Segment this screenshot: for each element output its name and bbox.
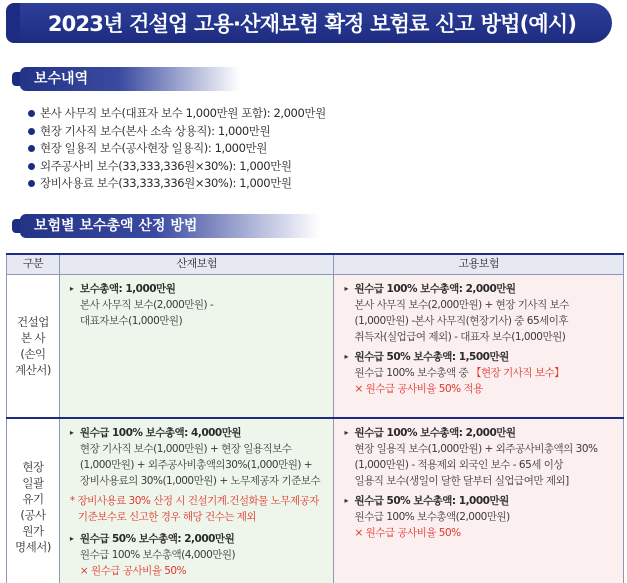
- row-label-line: 본 사: [20, 330, 46, 345]
- entry-heading: ▸ 원수급 50% 보수총액: 1,500만원: [344, 349, 617, 365]
- row-label-headquarters: [7, 274, 60, 418]
- row-label-line: (손익: [20, 346, 46, 361]
- table-row: [7, 274, 624, 418]
- calc-entry: [70, 531, 328, 579]
- entry-heading: ▸ 원수급 100% 보수총액: 2,000만원: [344, 281, 617, 297]
- section-heading-label: 보수내역: [20, 67, 240, 91]
- entry-heading: ▸ 원수급 50% 보수총액: 2,000만원: [70, 531, 328, 547]
- list-item: 현장 기사직 보수(본사 소속 상용직): 1,000만원: [26, 123, 326, 141]
- entry-body-text: 원수급 100% 보수총액 중: [354, 366, 471, 379]
- entry-body: 현장 일용직 보수(1,000만원) + 외주공사비총액의 30%: [354, 443, 598, 455]
- entry-heading: ▸ 원수급 100% 보수총액: 2,000만원: [344, 425, 617, 441]
- calc-entry: [344, 425, 617, 489]
- section-heading-calculation: [12, 213, 312, 239]
- list-item: 장비사용료 보수(33,333,336원×30%): 1,000만원: [26, 175, 326, 193]
- calc-entry: [344, 493, 617, 541]
- row-label-line: 명세서): [15, 540, 51, 554]
- entry-heading: ▸ 원수급 100% 보수총액: 4,000만원: [70, 425, 328, 441]
- page-title: [12, 3, 612, 43]
- calc-entry: [344, 349, 617, 397]
- entry-body: (1,000만원) -본사 사무직(현장기사) 중 65세이후: [354, 314, 569, 327]
- row-label-line: 유기: [22, 492, 44, 506]
- calculation-table: [6, 253, 624, 583]
- column-header-category: 구분: [7, 254, 60, 274]
- column-header-goyong: 고용보험: [334, 254, 624, 274]
- entry-multiplier: × 원수급 공사비율 50%: [79, 565, 187, 577]
- section-heading-pay-details: [12, 66, 312, 92]
- page-title-text: 2023년 건설업 고용·산재보험 확정 보험료 신고 방법(예시): [47, 12, 577, 36]
- row-label-line: 일괄: [22, 476, 44, 490]
- footnote: [70, 493, 328, 525]
- row-label-line: 건설업: [17, 314, 49, 329]
- entry-body: 본사 사무직 보수(2,000만원) -: [79, 298, 214, 311]
- entry-body: 대표자보수(1,000만원): [79, 314, 183, 327]
- pay-details-list: [26, 105, 326, 193]
- row-label-line: 계산서): [15, 362, 51, 377]
- entry-body: (1,000만원) + 외주공사비총액의30%(1,000만원) +: [79, 459, 313, 471]
- entry-body: 취득자(실업급여 제외) - 대표자 보수(1,000만원): [354, 330, 566, 343]
- row-label-line: (공사: [20, 508, 46, 522]
- footnote-line: 기준보수로 신고한 경우 해당 건수는 제외: [77, 511, 257, 523]
- entry-body: 원수급 100% 보수총액(4,000만원): [79, 549, 236, 561]
- entry-body: 일용직 보수(생일이 달한 달부터 실업급여만 제외]: [354, 475, 569, 487]
- list-item: 현장 일용직 보수(공사현장 일용직): 1,000만원: [26, 140, 326, 158]
- entry-multiplier: × 원수급 공사비율 50% 적용: [354, 382, 483, 395]
- list-item: 외주공사비 보수(33,333,336원×30%): 1,000만원: [26, 158, 326, 176]
- goyong-cell-site: [334, 418, 624, 583]
- entry-body: (1,000만원) - 적용제외 외국인 보수 - 65세 이상: [354, 459, 564, 471]
- entry-body: [344, 365, 617, 381]
- row-label-line: 원가: [22, 524, 44, 538]
- entry-body: 본사 사무직 보수(2,000만원) + 현장 기사직 보수: [354, 298, 569, 311]
- entry-body-highlight: 【현장 기사직 보수】: [470, 366, 565, 379]
- calc-entry: [344, 281, 617, 345]
- column-header-sanjae: 산재보험: [59, 254, 334, 274]
- table-row: [7, 418, 624, 583]
- entry-heading: ▸ 원수급 50% 보수총액: 1,000만원: [344, 493, 617, 509]
- goyong-cell-headquarters: [334, 274, 624, 418]
- row-label-site: [7, 418, 60, 583]
- calc-entry: [70, 281, 328, 329]
- footnote-line: * 장비사용료 30% 산정 시 건설기계.건설화물 노무제공자: [69, 495, 319, 507]
- entry-heading: ▸ 보수총액: 1,000만원: [70, 281, 328, 297]
- sanjae-cell-headquarters: [59, 274, 334, 418]
- section-heading-label: 보험별 보수총액 산정 방법: [20, 214, 320, 238]
- entry-body: 원수급 100% 보수총액(2,000만원): [354, 511, 510, 523]
- sanjae-cell-site: [59, 418, 334, 583]
- entry-body: 장비사용료의 30%(1,000만원) + 노무제공자 기준보수: [79, 475, 321, 487]
- calc-entry: [70, 425, 328, 489]
- list-item: 본사 사무직 보수(대표자 보수 1,000만원 포함): 2,000만원: [26, 105, 326, 123]
- entry-body: 현장 기사직 보수(1,000만원) + 현장 일용직보수: [79, 443, 292, 455]
- row-label-line: 현장: [22, 460, 44, 474]
- entry-multiplier: × 원수급 공사비율 50%: [354, 527, 461, 539]
